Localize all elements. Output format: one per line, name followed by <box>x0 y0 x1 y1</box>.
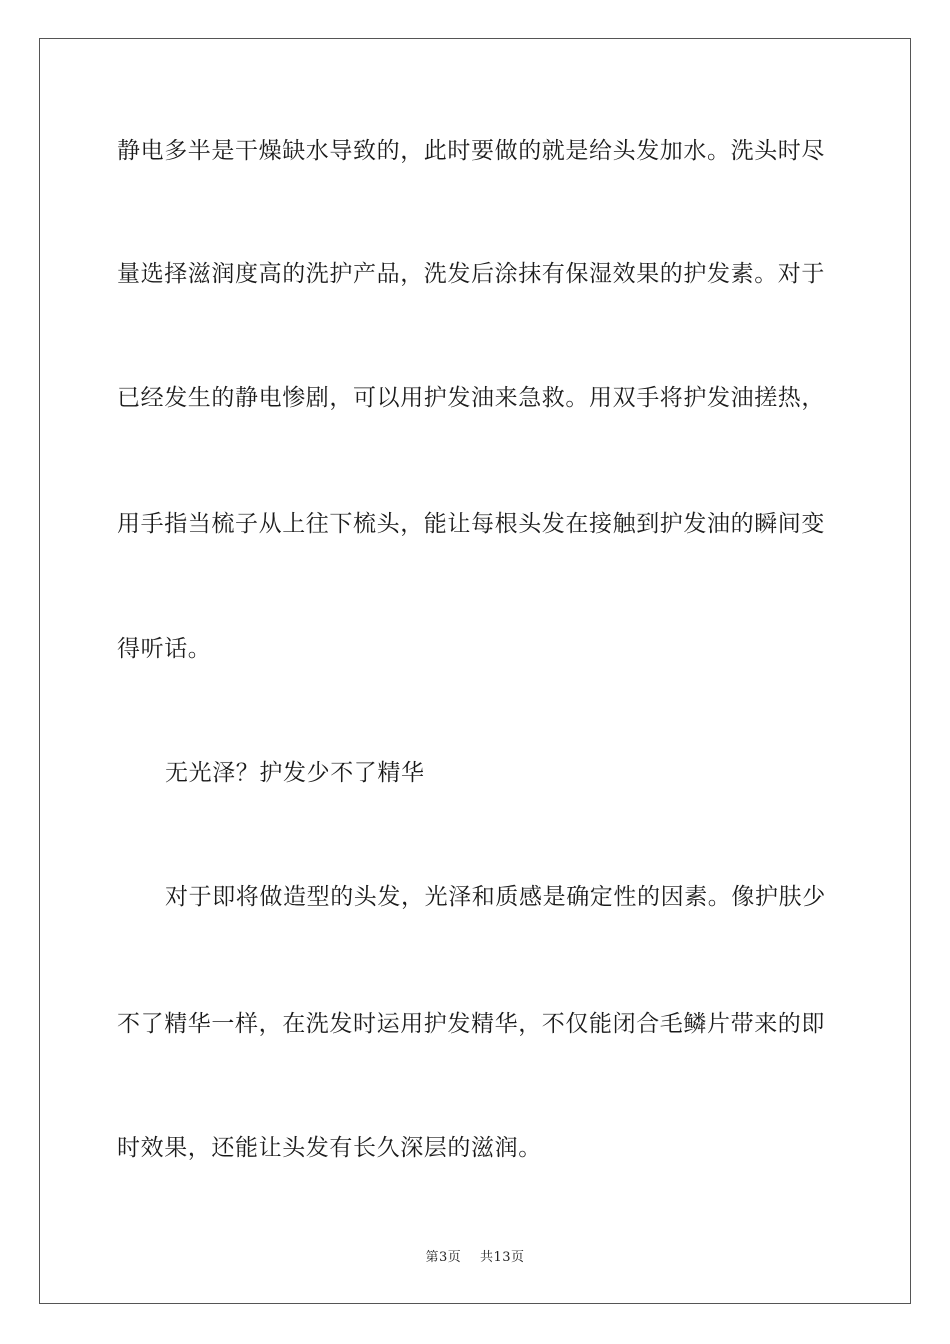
page-frame <box>39 38 911 1304</box>
total-pages: 共13页 <box>479 1250 525 1265</box>
paragraph-line: 静电多半是干燥缺水导致的，此时要做的就是给头发加水。洗头时尽 <box>117 138 825 164</box>
page-number: 第3页 <box>425 1250 462 1265</box>
paragraph-line: 已经发生的静电惨剧，可以用护发油来急救。用双手将护发油搓热， <box>117 385 825 411</box>
section-heading: 无光泽？护发少不了精华 <box>165 760 425 786</box>
paragraph-line: 时效果，还能让头发有长久深层的滋润。 <box>117 1135 542 1161</box>
paragraph-line: 不了精华一样，在洗发时运用护发精华，不仅能闭合毛鳞片带来的即 <box>117 1011 825 1037</box>
page-footer <box>0 1246 950 1265</box>
paragraph-line: 得听话。 <box>117 636 212 662</box>
paragraph-line: 对于即将做造型的头发，光泽和质感是确定性的因素。像护肤少 <box>165 884 826 910</box>
paragraph-line: 量选择滋润度高的洗护产品，洗发后涂抹有保湿效果的护发素。对于 <box>117 261 825 287</box>
paragraph-line: 用手指当梳子从上往下梳头，能让每根头发在接触到护发油的瞬间变 <box>117 511 825 537</box>
